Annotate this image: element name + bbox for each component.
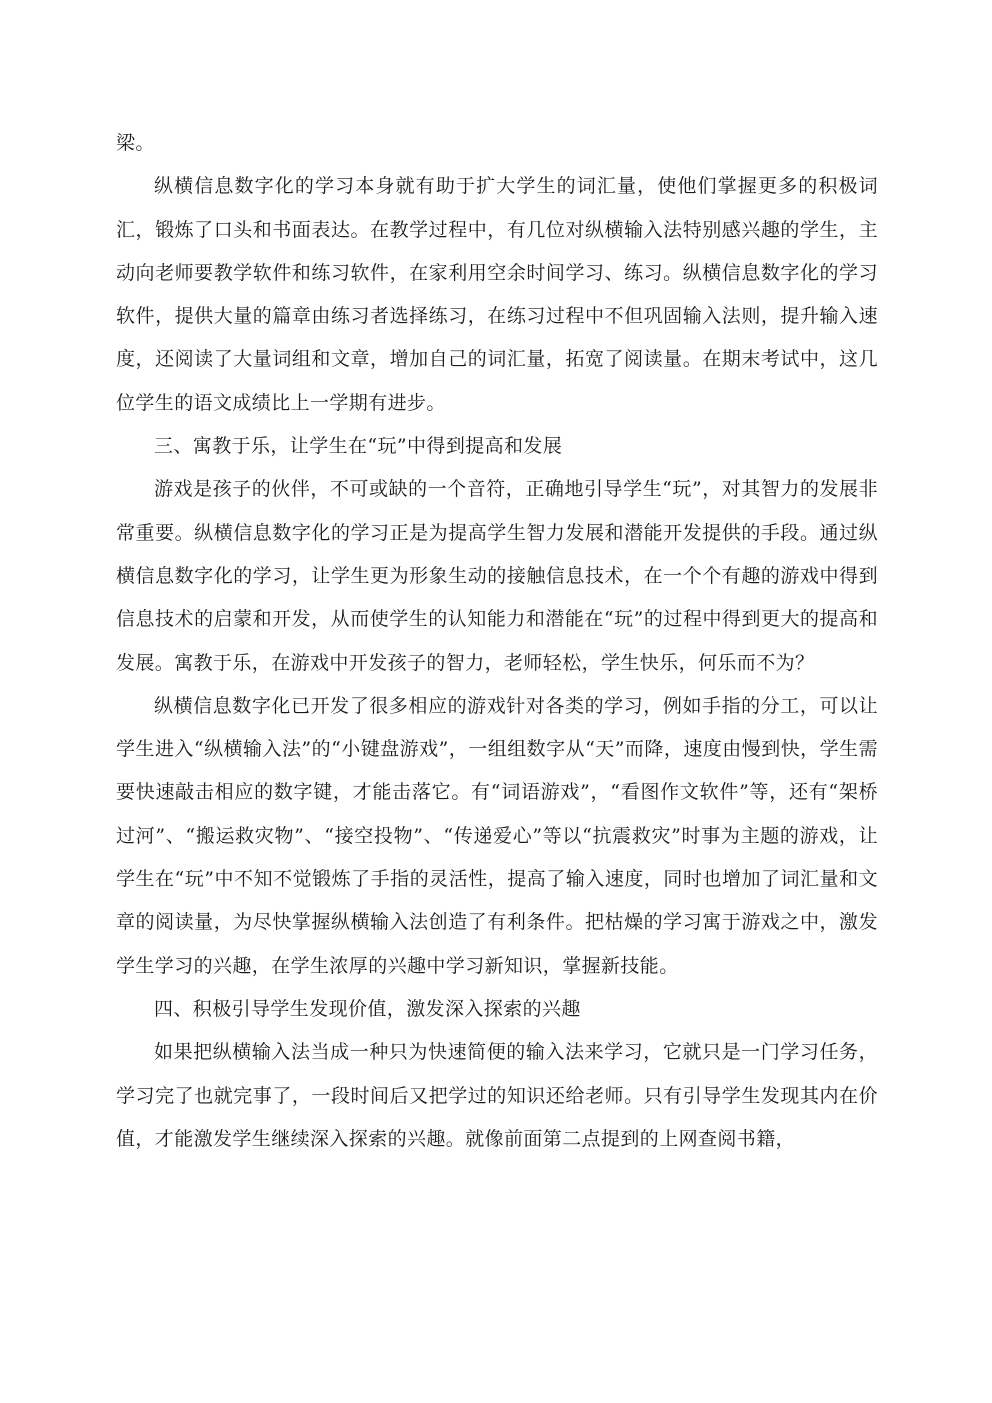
paragraph-value: 如果把纵横输入法当成一种只为快速简便的输入法来学习，它就只是一门学习任务，学习完了也就完事了，一段时间后又把学过的知识还给老师。只有引导学生发现其内在价值，才能激发学生继续深入探索的兴趣。就像前面第二点提到的上网查阅书籍， [116,1041,878,1150]
paragraph-play: 游戏是孩子的伙伴，不可或缺的一个音符，正确地引导学生“玩”，对其智力的发展非常重要。纵横信息数字化的学习正是为提高学生智力发展和潜能开发提供的手段。通过纵横信息数字化的学习，让学生更为形象生动的接触信息技术，在一个个有趣的游戏中得到信息技术的启蒙和开发，从而使学生的认知能力和潜能在“玩”的过程中得到更大的提高和发展。寓教于乐，在游戏中开发孩子的智力，老师轻松，学生快乐，何乐而不为？ [116,478,878,674]
paragraph-games: 纵横信息数字化已开发了很多相应的游戏针对各类的学习，例如手指的分工，可以让学生进入“纵横输入法”的“小键盘游戏”，一组组数字从“天”而降，速度由慢到快，学生需要快速敲击相应的数字键，才能击落它。有“词语游戏”，“看图作文软件”等，还有“架桥过河”、“搬运救灾物”、“接空投物”、“传递爱心”等以“抗震救灾”时事为主题的游戏，让学生在“玩”中不知不觉锻炼了手指的灵活性，提高了输入速度，同时也增加了词汇量和文章的阅读量，为尽快掌握纵横输入法创造了有利条件。把枯燥的学习寓于游戏之中，激发学生学习的兴趣，在学生浓厚的兴趣中学习新知识，掌握新技能。 [116,694,878,977]
section-heading-4: 四、积极引导学生发现价值，激发深入探索的兴趣 [154,997,581,1020]
section-heading-3: 三、寓教于乐，让学生在“玩”中得到提高和发展 [154,435,563,458]
paragraph-continuation: 梁。 [116,132,155,154]
paragraph-vocabulary: 纵横信息数字化的学习本身就有助于扩大学生的词汇量，使他们掌握更多的积极词汇，锻炼了口头和书面表达。在教学过程中，有几位对纵横输入法特别感兴趣的学生，主动向老师要教学软件和练习软件，在家利用空余时间学习、练习。纵横信息数字化的学习软件，提供大量的篇章由练习者选择练习，在练习过程中不但巩固输入法则，提升输入速度，还阅读了大量词组和文章，增加自己的词汇量，拓宽了阅读量。在期末考试中，这几位学生的语文成绩比上一学期有进步。 [116,175,878,414]
document-page [116,122,878,1161]
